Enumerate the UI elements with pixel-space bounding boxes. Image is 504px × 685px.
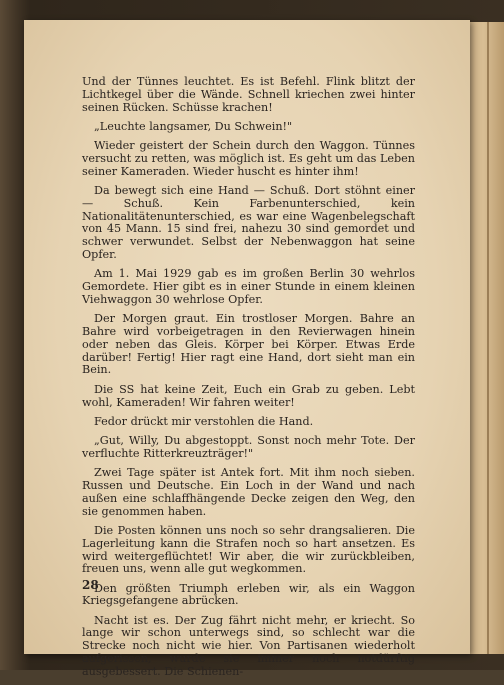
paragraph: Am 1. Mai 1929 gab es im großen Berlin 30 wehrlos Gemordete. Hier gibt es in einer Stunde in einem kleinen Viehwaggon 30 wehrlose Opfer. <box>82 267 415 306</box>
paragraph: Die Posten können uns noch so sehr drangsalieren. Die Lagerleitung kann die Strafen noch so hart ansetzen. Es wird weitergeflüchtet! Wir aber, die wir zurückbleiben, freuen uns, wenn alle gut wegkommen. <box>82 523 415 576</box>
paragraph: Nacht ist es. Der Zug fährt nicht mehr, er kriecht. So lange wir schon unterwegs sind, so schlecht war die Strecke noch nicht wie hier. Von Partisanen wiederholt aufgerissen, wurde sie immer noch notdürftig ausgebessert. Die Schienen- <box>82 613 415 678</box>
paragraph: Da bewegt sich eine Hand — Schuß. Dort stöhnt einer — Schuß. Kein Farbenunterschied, kein Nationalitätenunterschied, es war eine Wagenbelegschaft von 45 Mann. 15 sind frei, nahezu 30 sind gemordet und schwer verwundet. Selbst der Nebenwaggon hat seine Opfer. <box>82 184 415 262</box>
body-text <box>82 76 415 685</box>
paragraph: Der Morgen graut. Ein trostloser Morgen. Bahre an Bahre wird vorbeigetragen in den Revierwagen hinein oder neben das Gleis. Körper bei Körper. Etwas Erde darüber! Fertig! Hier ragt eine Hand, dort sieht man ein Bein. <box>82 312 415 377</box>
page-number: 28 <box>82 578 99 592</box>
facing-page-edge <box>468 22 504 654</box>
paragraph: Wieder geistert der Schein durch den Waggon. Tünnes versucht zu retten, was möglich ist. Es geht um das Leben seiner Kameraden. Wieder huscht es hinter ihm! <box>82 139 415 178</box>
paragraph: Fedor drückt mir verstohlen die Hand. <box>94 414 314 428</box>
paragraph: Den größten Triumph erleben wir, als ein Waggon Kriegsgefangene abrücken. <box>82 581 415 608</box>
paragraph: Die SS hat keine Zeit, Euch ein Grab zu geben. Lebt wohl, Kameraden! Wir fahren weiter! <box>82 382 415 409</box>
paragraph: „Leuchte langsamer, Du Schwein!" <box>94 119 293 133</box>
page-fold <box>487 22 489 654</box>
paragraph: Und der Tünnes leuchtet. Es ist Befehl. Flink blitzt der Lichtkegel über die Wände. Schnell kriechen zwei hinter seinen Rücken. Schüsse krachen! <box>82 75 415 114</box>
paragraph: Zwei Tage später ist Antek fort. Mit ihm noch sieben. Russen und Deutsche. Ein Loch in der Wand und nach außen eine schlaffhängende Decke zeigen den Weg, den sie genommen haben. <box>82 466 415 518</box>
paragraph: „Gut, Willy, Du abgestoppt. Sonst noch mehr Tote. Der verfluchte Ritterkreuzträger!" <box>82 434 415 460</box>
